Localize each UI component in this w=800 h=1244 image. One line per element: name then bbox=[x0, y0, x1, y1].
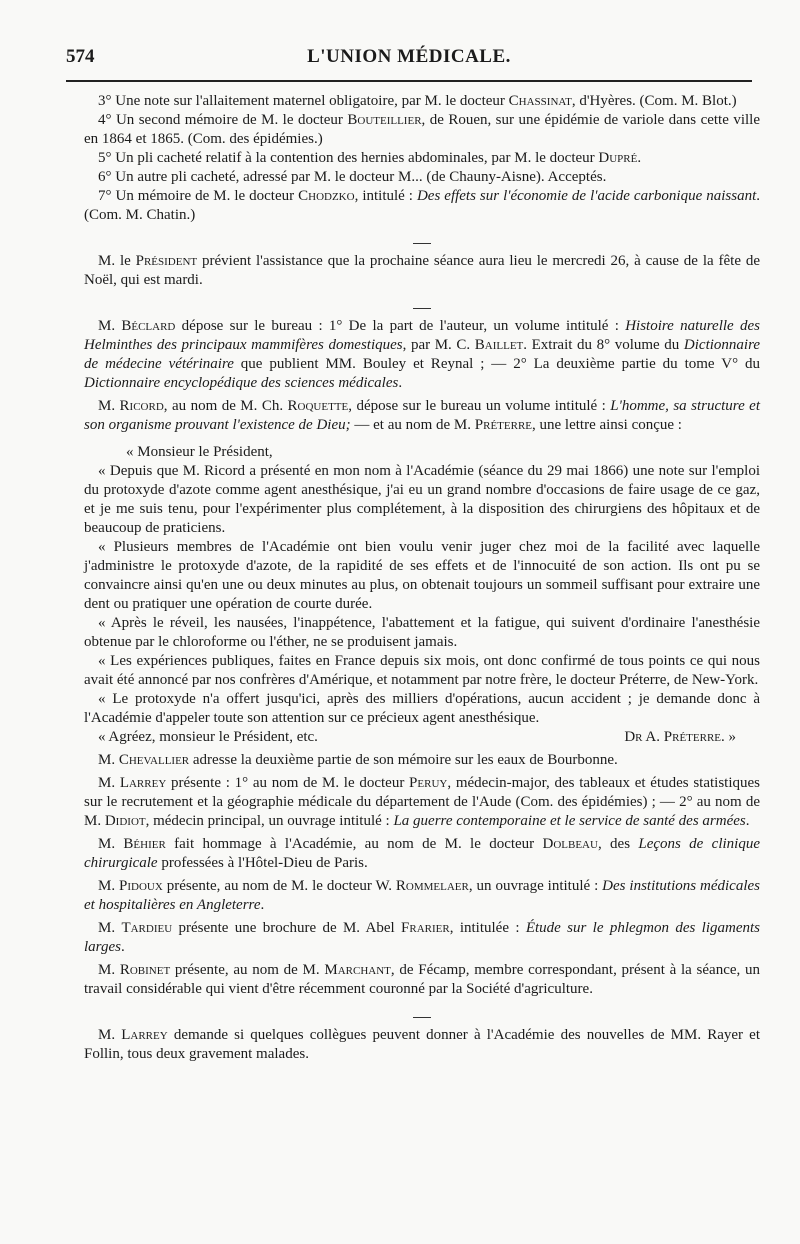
letter-paragraph-3: « Après le réveil, les nausées, l'inappétence, l'abattement et la fatigue, qui suivent d'ordinaire l'anesthésie obtenue par le chloroforme ou l'éther, ne se produisent jamais. bbox=[84, 615, 760, 650]
letter-paragraph-4: « Les expériences publiques, faites en France depuis six mois, ont donc confirmé de tous points ce qui nous avait été annoncé par nos confrères d'Amérique, et notamment par notre frère, le docteur Préterre, de New-York. bbox=[84, 653, 760, 688]
paragraph-item-4: 4° Un second mémoire de M. le docteur Bouteillier, de Rouen, sur une épidémie de variole dans cette ville en 1864 et 1865. (Com. des épidémies.) bbox=[84, 112, 760, 147]
paragraph-item-7: 7° Un mémoire de M. le docteur Chodzko, intitulé : Des effets sur l'économie de l'acide carbonique naissant. (Com. M. Chatin.) bbox=[84, 188, 760, 223]
paragraph-behier: M. Béhier fait hommage à l'Académie, au nom de M. le docteur Dolbeau, des Leçons de clinique chirurgicale professées à l'Hôtel-Dieu de Paris. bbox=[84, 836, 760, 871]
page-number: 574 bbox=[66, 46, 95, 67]
letter-paragraph-1: « Depuis que M. Ricord a présenté en mon nom à l'Académie (séance du 29 mai 1866) une note sur l'emploi du protoxyde d'azote comme agent anesthésique, j'ai eu un grand nombre d'occasions de faire usage de ce gaz, et je me suis tenu, pour l'expérimenter plus complétement, à la disposition des chirurgiens des hôpitaux et de beaucoup de praticiens. bbox=[84, 463, 760, 536]
paragraph-tardieu: M. Tardieu présente une brochure de M. Abel Frarier, intitulée : Étude sur le phlegmon des ligaments larges. bbox=[84, 920, 760, 955]
paragraph-larrey-1: M. Larrey présente : 1° au nom de M. le docteur Peruy, médecin-major, des tableaux et études statistiques sur le recrutement et la géographie médicale du département de l'Aude (Com. des épidémies) ; — 2° au nom de M. Didiot, médecin principal, un ouvrage intitulé : La guerre contemporaine et le service de santé des armées. bbox=[84, 775, 760, 829]
journal-title: L'UNION MÉDICALE. bbox=[307, 46, 511, 67]
paragraph-ricord: M. Ricord, au nom de M. Ch. Roquette, dépose sur le bureau un volume intitulé : L'homme, sa structure et son organisme prouvant l'existence de Dieu; — et au nom de M. Préterre, une lettre ainsi conçue : bbox=[84, 398, 761, 433]
paragraph-item-6: 6° Un autre pli cacheté, adressé par M. le docteur M... (de Chauny-Aisne). Acceptés. bbox=[98, 169, 607, 185]
section-separator bbox=[413, 233, 431, 244]
paragraph-item-3: 3° Une note sur l'allaitement maternel obligatoire, par M. le docteur Chassinat, d'Hyères. (Com. M. Blot.) bbox=[98, 93, 737, 109]
letter-paragraph-2: « Plusieurs membres de l'Académie ont bien voulu venir juger chez moi de la facilité avec laquelle j'administre le protoxyde d'azote, de la rapidité de ses effets et de l'innocuité de son action. Ils ont pu se convaincre ainsi qu'en une ou deux minutes au plus, on obtenait toujours un sommeil suffisant pour extraire une dent ou pratiquer une opération de courte durée. bbox=[84, 539, 760, 612]
page-body bbox=[84, 92, 760, 1064]
section-separator bbox=[413, 298, 431, 309]
letter-closing bbox=[84, 728, 760, 747]
paragraph-item-5: 5° Un pli cacheté relatif à la contention des hernies abdominales, par M. le docteur Dupré. bbox=[98, 150, 642, 166]
letter-salutation: « Monsieur le Président, bbox=[126, 444, 273, 460]
paragraph-president: M. le Président prévient l'assistance que la prochaine séance aura lieu le mercredi 26, à cause de la fête de Noël, qui est mardi. bbox=[84, 253, 760, 288]
letter-closing-text: « Agréez, monsieur le Président, etc. bbox=[98, 729, 318, 745]
letter-paragraph-5: « Le protoxyde n'a offert jusqu'ici, après des milliers d'opérations, aucun accident ; je demande donc à l'Académie d'appeler toute son attention sur ce précieux agent anesthésique. bbox=[84, 691, 760, 726]
header-rule bbox=[66, 80, 752, 82]
section-separator bbox=[413, 1007, 431, 1018]
paragraph-pidoux: M. Pidoux présente, au nom de M. le docteur W. Rommelaer, un ouvrage intitulé : Des institutions médicales et hospitalières en Angleterre. bbox=[84, 878, 760, 913]
page-header bbox=[66, 46, 752, 74]
letter-signature: Dr A. Préterre. » bbox=[624, 729, 736, 745]
paragraph-robinet: M. Robinet présente, au nom de M. Marchant, de Fécamp, membre correspondant, présent à la séance, un travail considérable qui vient d'être récemment couronné par la Société d'agriculture. bbox=[84, 962, 761, 997]
paragraph-beclard: M. Béclard dépose sur le bureau : 1° De la part de l'auteur, un volume intitulé : Histoire naturelle des Helminthes des principaux mammifères domestiques, par M. C. Baillet. Extrait du 8° volume du Dictionnaire de médecine vétérinaire que publient MM. Bouley et Reynal ; — 2° La deuxième partie du tome V° du Dictionnaire encyclopédique des sciences médicales. bbox=[84, 318, 761, 391]
paragraph-larrey-2: M. Larrey demande si quelques collègues peuvent donner à l'Académie des nouvelles de MM. Rayer et Follin, tous deux gravement malades. bbox=[84, 1027, 760, 1062]
paragraph-chevallier: M. Chevallier adresse la deuxième partie de son mémoire sur les eaux de Bourbonne. bbox=[98, 752, 618, 768]
